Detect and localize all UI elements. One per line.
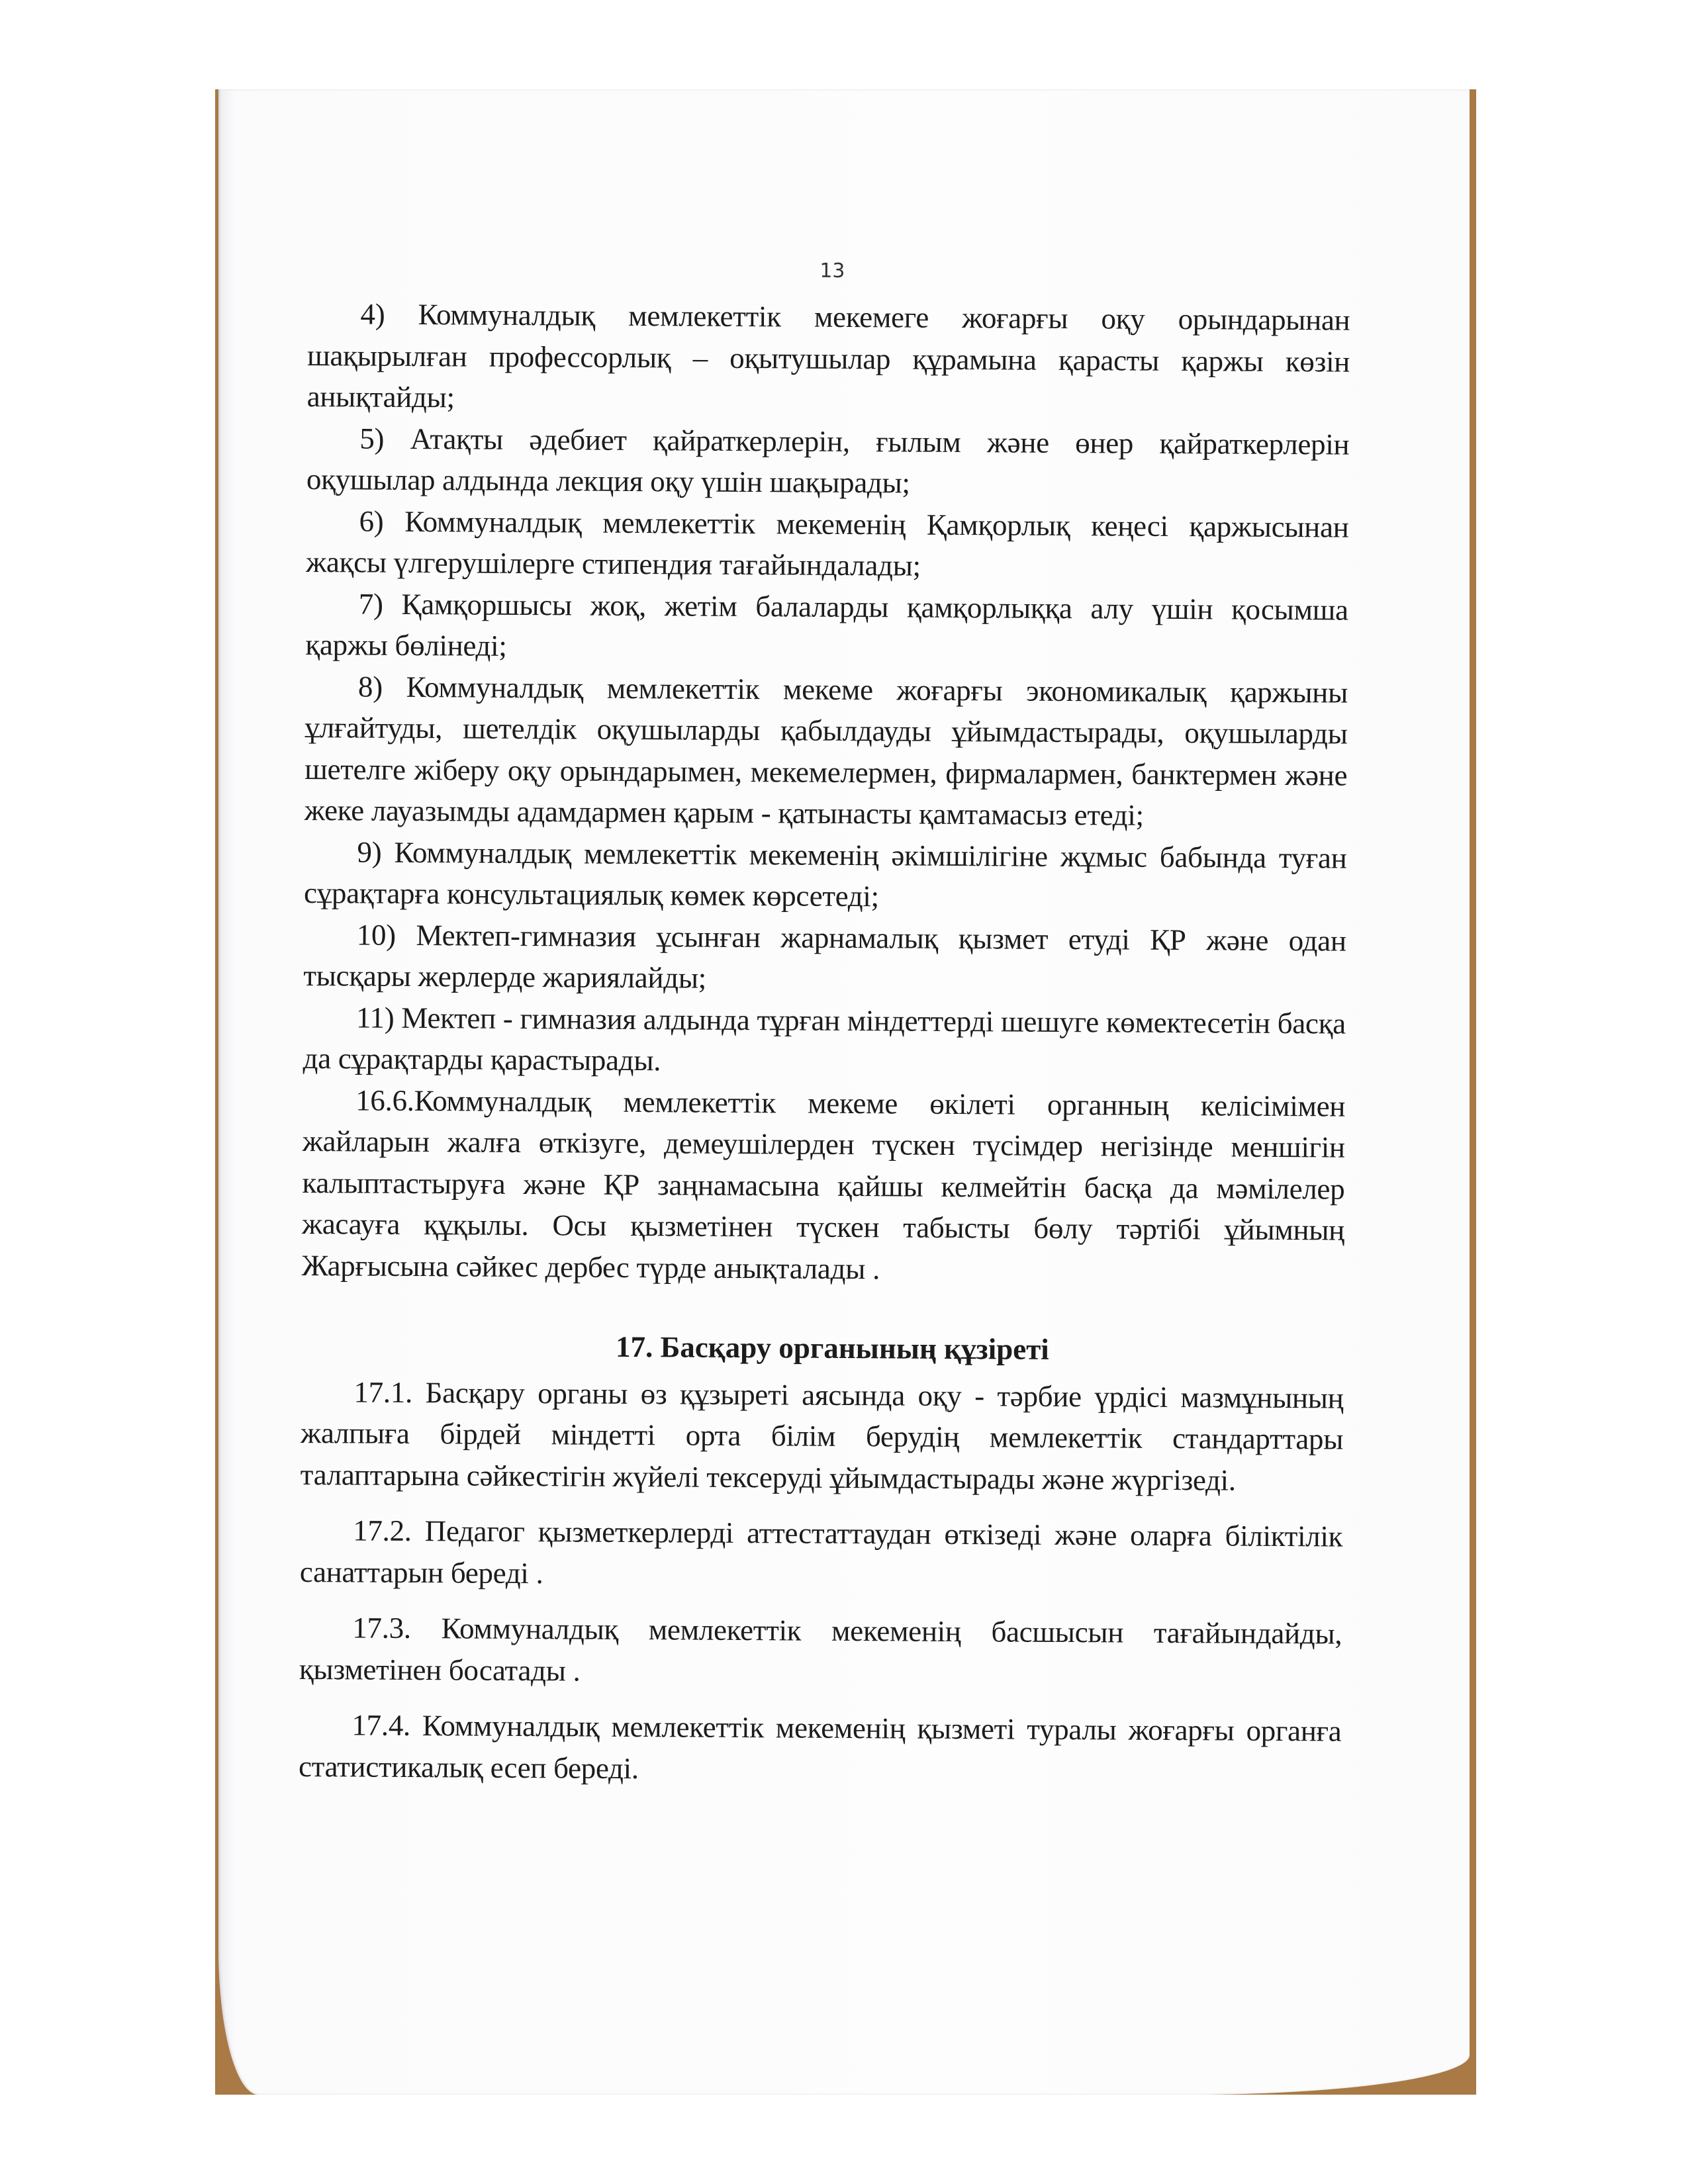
list-item-7: 7) Қамқоршысы жоқ, жетім балаларды қамқорлыққа алу үшін қосымша қаржы бөлінеді;	[305, 586, 1348, 662]
list-item-11: 11) Мектеп - гимназия алдында тұрған міндеттерді шешуге көмектесетін басқа да сұрақтарды қарастырады.	[303, 1000, 1346, 1077]
clause-17-1: 17.1. Басқару органы өз құзыреті аясында оқу - тәрбие үрдісі мазмұнының жалпыға бірдей міндетті орта білім берудің мемлекеттік стандарттары талаптарына сәйкестігін жүйелі тексеруді ұйымдастырады және жүргізеді.	[300, 1375, 1344, 1497]
list-item-9: 9) Коммуналдық мемлекеттік мекеменің әкімшілігіне жұмыс бабында туған сұрақтарға консультациялық көмек көрсетеді;	[303, 835, 1347, 913]
clause-17-4: 17.4. Коммуналдық мемлекеттік мекеменің қызметі туралы жоғарғы органға статистикалық есеп береді.	[298, 1708, 1342, 1785]
clause-17-2: 17.2. Педагог қызметкерлерді аттестаттаудан өткізеді және оларға біліктілік санаттарын береді .	[299, 1514, 1343, 1590]
clause-17-3: 17.3. Коммуналдық мемлекеттік мекеменің басшысын тағайындайды, қызметінен босатады .	[299, 1611, 1342, 1688]
page-number: 13	[820, 259, 845, 283]
list-item-5: 5) Атақты әдебиет қайраткерлерін, ғылым және өнер қайраткерлерін оқушылар алдында лекция оқу үшін шақырады;	[306, 421, 1350, 500]
section-heading: 17. Басқару органының құзіреті	[615, 1330, 1049, 1366]
clause-16-6: 16.6.Коммуналдық мемлекеттік мекеме өкілеті органның келісімімен жайларын жалға өткізуге, демеушілерден түскен түсімдер негізінде меншігін калыптастыруға және ҚР заңнамасына қайшы келмейтін басқа да мәмілелер жасауға құқылы. Осы қызметінен түскен табысты бөлу тәртібі ұйымның Жарғысына сәйкес дербес түрде анықталады .	[301, 1083, 1346, 1285]
list-item-4: 4) Коммуналдық мемлекеттік мекемеге жоғарғы оқу орындарынан шақырылған профессорлық – оқытушылар құрамына қарасты қаржы көзін анықтайды;	[306, 297, 1350, 414]
list-item-8: 8) Коммуналдық мемлекеттік мекеме жоғарғы экономикалық қаржыны ұлғайтуды, шетелдік оқушыларды қабылдауды ұйымдастырады, оқушыларды шетелге жіберу оқу орындарымен, мекемелермен, фирмалармен, банктермен және жеке лауазымды адамдармен қарым - қатынасты қамтамасыз етеді;	[304, 669, 1348, 832]
document-content	[299, 255, 1350, 1794]
list-item-6: 6) Коммуналдық мемлекеттік мекеменің Қамқорлық кеңесі қаржысынан жақсы үлгерушілерге стипендия тағайындалады;	[306, 504, 1349, 582]
list-item-10: 10) Мектеп-гимназия ұсынған жарнамалық қызмет етуді ҚР және одан тысқары жерлерде жариялайды;	[303, 917, 1346, 995]
